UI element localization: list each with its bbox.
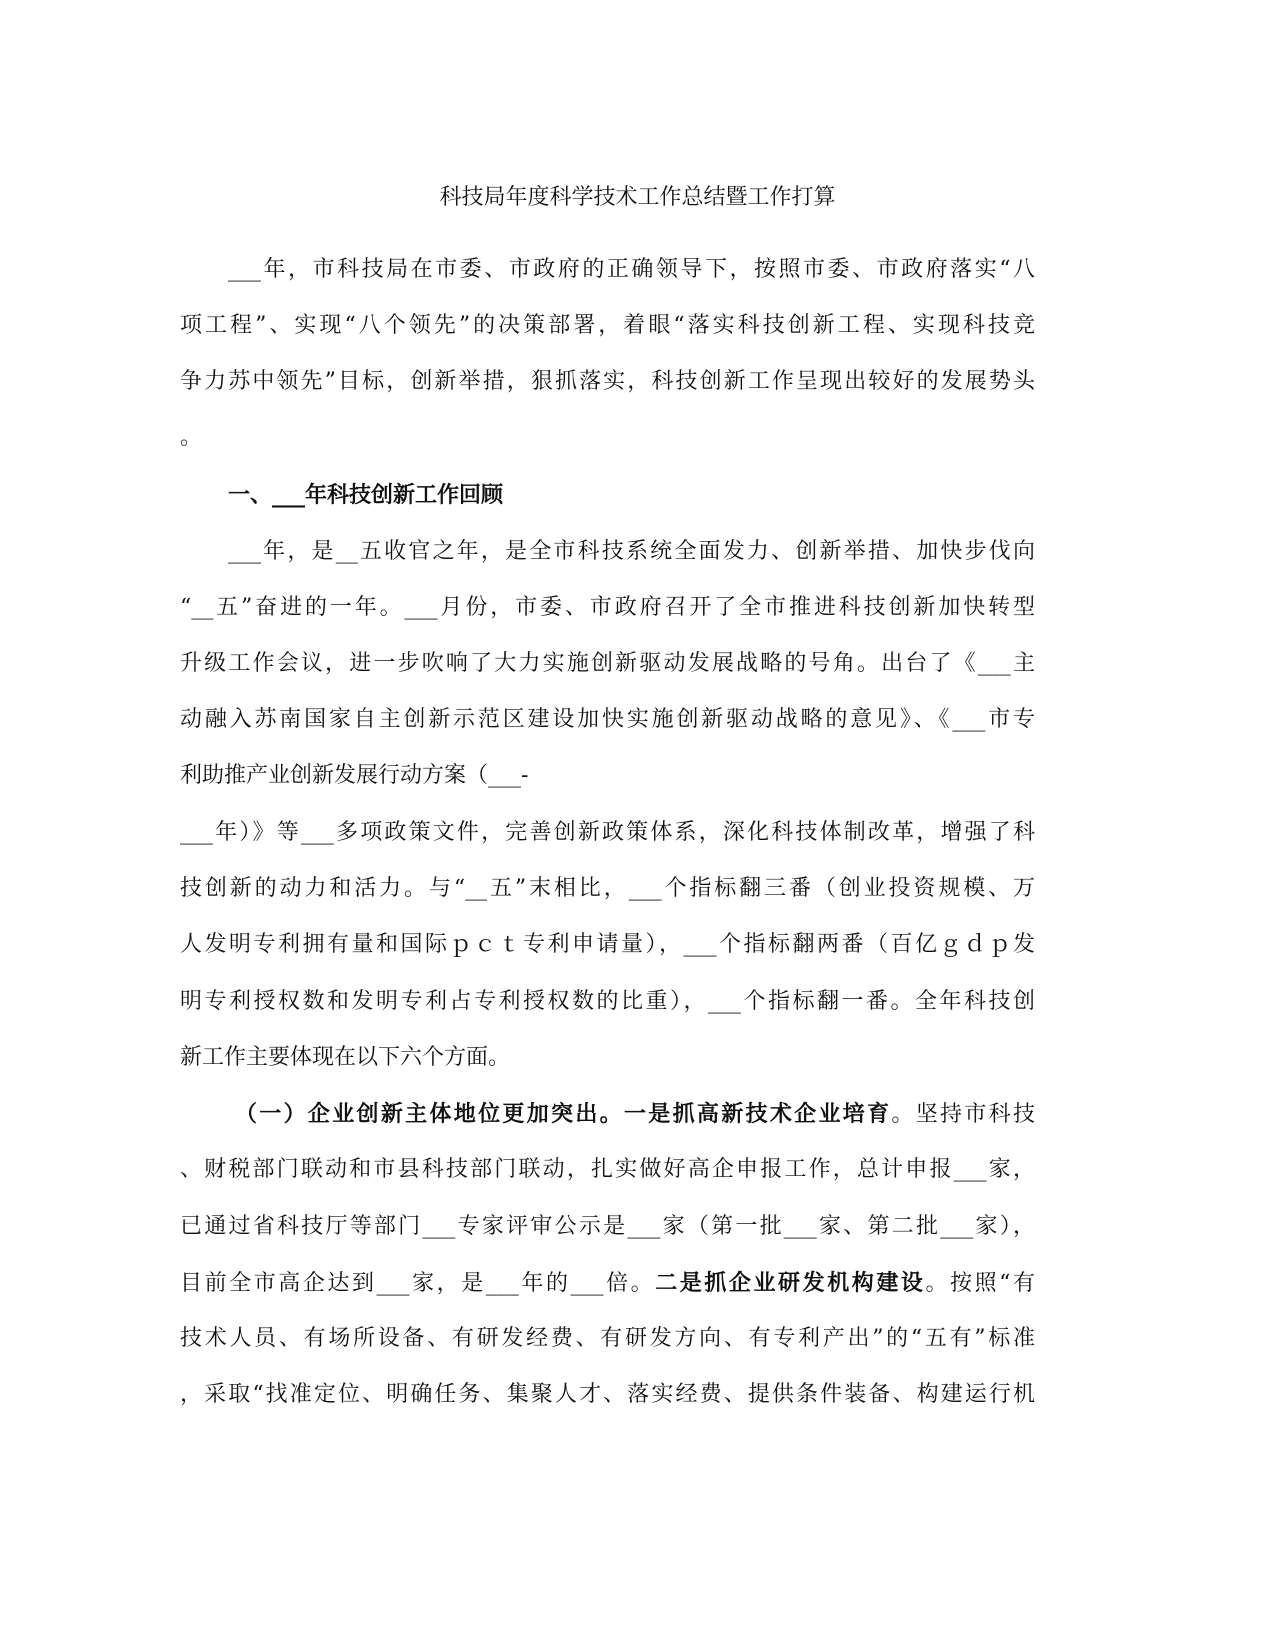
document-title: 科技局年度科学技术工作总结暨工作打算	[439, 185, 836, 210]
text-line	[180, 1325, 1035, 1353]
text-line	[180, 1269, 1035, 1298]
bold-text: 一、___年科技创新工作回顾	[228, 482, 504, 508]
text-run: 。	[180, 425, 203, 450]
text-run: 明专利授权数和发明专利占专利授权数的比重），___个指标翻一番。全年科技创	[180, 989, 1035, 1014]
text-line	[180, 706, 1035, 734]
text-run: 已通过省科技厅等部门___专家评审公示是___家（第一批___家、第二批___家），	[180, 1214, 1035, 1239]
text-line	[180, 875, 1035, 903]
text-line	[180, 1381, 1035, 1409]
text-line	[180, 424, 1035, 452]
text-line	[180, 988, 1035, 1016]
text-run: 。坚持市科技	[891, 1102, 1035, 1127]
text-line	[180, 594, 1035, 622]
text-line	[228, 538, 1035, 566]
text-line	[180, 650, 1035, 678]
text-run: 新工作主要体现在以下六个方面。	[180, 1045, 511, 1070]
text-run: 动融入苏南国家自主创新示范区建设加快实施创新驱动战略的意见》、《___市专	[180, 707, 1035, 732]
text-line	[180, 931, 1035, 959]
text-line	[180, 368, 1035, 396]
text-run: ，采取“找准定位、明确任务、集聚人才、落实经费、提供条件装备、构建运行机	[180, 1382, 1035, 1407]
text-run: ___年，市科技局在市委、市政府的正确领导下，按照市委、市政府落实“八	[228, 257, 1035, 282]
text-run: ___年，是__五收官之年，是全市科技系统全面发力、创新举措、加快步伐向	[228, 539, 1035, 564]
text-run: ___年）》等___多项政策文件，完善创新政策体系，深化科技体制改革，增强了科	[180, 820, 1035, 845]
text-run: 技创新的动力和活力。与“__五”末相比，___个指标翻三番（创业投资规模、万	[180, 876, 1035, 901]
bold-text: （一）企业创新主体地位更加突出。	[235, 1101, 624, 1127]
text-line	[228, 256, 1035, 284]
text-line	[180, 312, 1035, 340]
bold-text: 一是抓高新技术企业培育	[623, 1101, 892, 1127]
text-line	[180, 1213, 1035, 1241]
text-line	[180, 1044, 1035, 1072]
text-run: 利助推产业创新发展行动方案（___-	[180, 763, 529, 788]
section-heading	[228, 481, 1035, 510]
text-line	[180, 762, 1035, 790]
text-line	[180, 819, 1035, 847]
text-run: 、财税部门联动和市县科技部门联动，扎实做好高企申报工作，总计申报___家，	[180, 1157, 1035, 1182]
text-run: 。按照“有	[925, 1271, 1035, 1296]
text-line	[180, 1156, 1035, 1184]
text-run: 目前全市高企达到___家，是___年的___倍。	[180, 1271, 656, 1296]
bold-text: 二是抓企业研发机构建设	[655, 1270, 926, 1296]
text-run: 项工程”、实现“八个领先”的决策部署，着眼“落实科技创新工程、实现科技竞	[180, 313, 1035, 338]
text-run: 争力苏中领先”目标，创新举措，狠抓落实，科技创新工作呈现出较好的发展势头	[180, 369, 1035, 394]
text-line	[235, 1100, 1035, 1129]
text-run: 升级工作会议，进一步吹响了大力实施创新驱动发展战略的号角。出台了《___主	[180, 651, 1035, 676]
text-run: 人发明专利拥有量和国际ｐｃｔ专利申请量），___个指标翻两番（百亿ｇｄｐ发	[180, 932, 1035, 957]
text-run: 技术人员、有场所设备、有研发经费、有研发方向、有专利产出”的“五有”标准	[180, 1326, 1035, 1351]
text-run: “__五”奋进的一年。___月份，市委、市政府召开了全市推进科技创新加快转型	[180, 595, 1035, 620]
